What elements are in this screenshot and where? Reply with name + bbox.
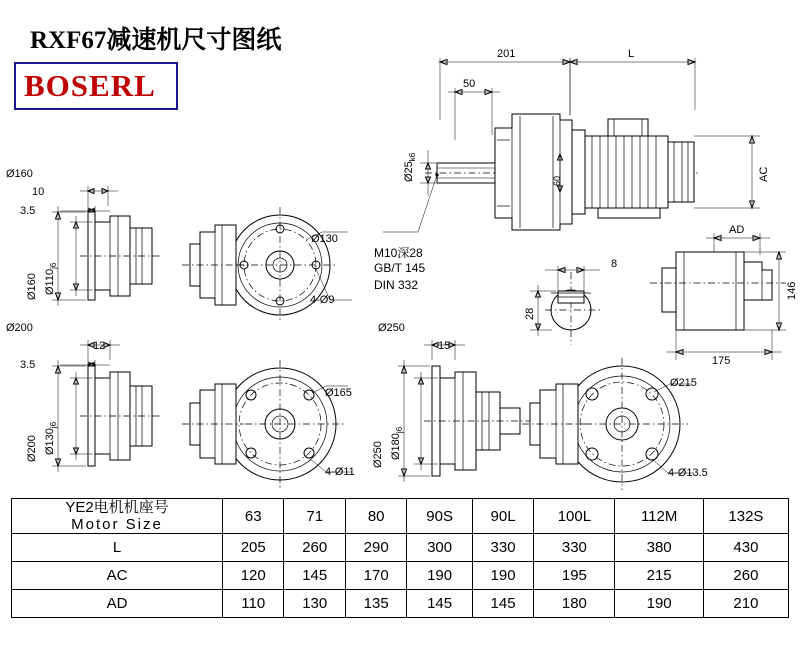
motor-size-table (11, 498, 789, 618)
table-cell: 180 (534, 590, 615, 618)
table-cell: 170 (345, 562, 406, 590)
table-body (12, 499, 789, 618)
row-label: AD (12, 590, 223, 618)
dim-200-pcd: Ø165 (325, 387, 352, 399)
dim-key-8: 8 (611, 258, 618, 270)
table-cell: 145 (472, 590, 533, 618)
logo-text: BOSERL (24, 68, 156, 103)
table-cell: 130 (284, 590, 345, 618)
table-cell: 195 (534, 562, 615, 590)
dim-d25k6: $Ø25_{k6}$ (403, 152, 418, 182)
table-cell: 190 (407, 562, 472, 590)
table-cell: 260 (284, 534, 345, 562)
table-cell: 190 (472, 562, 533, 590)
dim-250-15: 15 (438, 340, 451, 352)
table-row (12, 534, 789, 562)
thread-note-line3: DIN 332 (374, 278, 419, 292)
table-cell: 215 (615, 562, 703, 590)
table-row (12, 562, 789, 590)
table-col-header: 100L (534, 499, 615, 534)
table-cell: 210 (703, 590, 788, 618)
table-col-header: 71 (284, 499, 345, 534)
page-title: RXF67减速机尺寸图纸 (30, 27, 282, 54)
table-row (12, 499, 789, 534)
table-cell: 290 (345, 534, 406, 562)
table-cell: 330 (472, 534, 533, 562)
table-col-header: 90L (472, 499, 533, 534)
dim-160-10: 10 (32, 186, 45, 198)
table-cell: 300 (407, 534, 472, 562)
header-label-en: Motor Size (71, 516, 163, 533)
thread-note-line2: GB/T 145 (374, 261, 426, 275)
dim-146: 146 (786, 281, 798, 300)
row-label: AC (12, 562, 223, 590)
dim-250-pcd: Ø215 (670, 377, 697, 389)
table-col-header: 132S (703, 499, 788, 534)
table-cell: 260 (703, 562, 788, 590)
table-row (12, 590, 789, 618)
dim-key-28: 28 (524, 307, 536, 320)
dim-160-3-5: 3.5 (20, 205, 36, 217)
dim-AC: AC (758, 166, 770, 182)
table-cell: 190 (615, 590, 703, 618)
flange-160-title: Ø160 (6, 168, 33, 180)
dim-50: 50 (463, 78, 476, 90)
dim-160-od: Ø160 (26, 273, 38, 300)
dim-200-od: Ø200 (26, 435, 38, 462)
flange-200-title: Ø200 (6, 322, 33, 334)
dim-250-spigot: $Ø180_{j6}$ (390, 426, 405, 460)
dim-200-spigot: $Ø130_{j6}$ (44, 421, 59, 455)
dim-160-holes: 4-Ø9 (310, 294, 335, 306)
row-label: L (12, 534, 223, 562)
table-cell: 380 (615, 534, 703, 562)
table-cell: 145 (407, 590, 472, 618)
table-col-header: 63 (223, 499, 284, 534)
thread-note-line1: M10深28 (374, 246, 423, 260)
table-cell: 135 (345, 590, 406, 618)
table-cell: 430 (703, 534, 788, 562)
dim-AD: AD (729, 224, 745, 236)
table-cell: 120 (223, 562, 284, 590)
dim-200-3-5: 3.5 (20, 359, 36, 371)
table-cell: 330 (534, 534, 615, 562)
flange-250-title: Ø250 (378, 322, 405, 334)
dim-160-pcd: Ø130 (311, 233, 338, 245)
table-col-header: 112M (615, 499, 703, 534)
table-cell: 205 (223, 534, 284, 562)
header-label-cn: YE2电机机座号 (65, 499, 169, 516)
table-header-cell (12, 499, 223, 534)
dim-160-spigot: $Ø110_{j6}$ (44, 262, 59, 295)
table-col-header: 80 (345, 499, 406, 534)
dim-250-od: Ø250 (372, 441, 384, 468)
dim-L: L (628, 48, 635, 60)
table-cell: 110 (223, 590, 284, 618)
table-col-header: 90S (407, 499, 472, 534)
dim-201: 201 (497, 48, 516, 60)
table-cell: 145 (284, 562, 345, 590)
dim-175: 175 (712, 355, 731, 367)
dim-200-holes: 4-Ø11 (325, 466, 355, 478)
dim-60: 60 (552, 175, 562, 186)
dim-250-holes: 4-Ø13.5 (668, 467, 708, 479)
dim-200-12: 12 (93, 340, 106, 352)
